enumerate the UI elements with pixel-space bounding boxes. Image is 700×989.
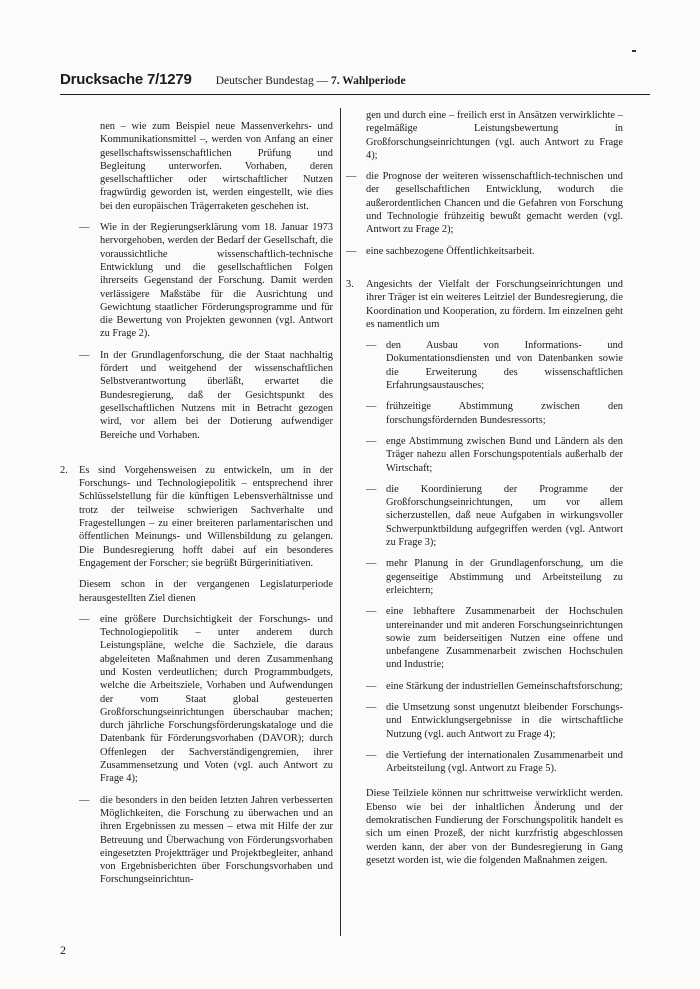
dash-marker: — [366, 483, 377, 495]
item-number: 2. [60, 464, 68, 476]
numbered-item-text: Es sind Vorgehensweisen zu entwickeln, um in der Forschungs- und Technologiepolitik – entsprechend ihrer Schlüsselstellung für die künftigen Lebensverhältnisse und trotz der teilweise schwierigen Sachverhalte und Fragestellungen – zu einer breiteren parlamentarischen und öffentlichen Meinungs- und Willensbildung zu gelangen. Die Bundesregierung hofft dabei auf ein besonderes Engagement der Forscher; sie begrüßt Bürgerinitiativen. [79, 464, 333, 569]
item-intro: Diesem schon in der vergangenen Legislaturperiode herausgestellten Ziel dienen [79, 579, 333, 604]
dash-marker: — [79, 794, 90, 806]
dash-item-bund-laender [366, 435, 623, 475]
dash-marker: — [366, 401, 377, 413]
closing-paragraph: Diese Teilziele können nur schrittweise verwirklicht werden. Ebenso wie bei der inhaltlichen Änderung und der demokratischen Fundierung der Forschungspolitik handelt es sich um einen Prozeß, der nicht kurzfristig abgeschlossen werden kann, der aber von der Bundesregierung in Gang gesetzt worden ist, wie die folgenden Maßnahmen zeigen. [366, 788, 623, 866]
dash-item-text: mehr Planung in der Grundlagenforschung, um die gegenseitige Abstimmung und Arbeitsteilung zu erleichtern; [386, 558, 623, 596]
dash-item-koordinierung [366, 483, 623, 549]
dash-item-text: eine sachbezogene Öffentlichkeitsarbeit. [366, 245, 535, 257]
left-column [60, 120, 333, 895]
document-id: Drucksache 7/1279 [60, 71, 192, 88]
dash-item-text: die Vertiefung der internationalen Zusammenarbeit und Arbeitsteilung (vgl. Antwort zu Frage 5). [386, 749, 623, 775]
dash-item-umsetzung [366, 701, 623, 741]
header-rule [60, 94, 650, 95]
dash-item-oeffentlichkeitsarbeit [346, 245, 623, 258]
dash-item-text: eine größere Durchsichtigkeit der Forschungs- und Technologiepolitik – unter anderem durch Leistungspläne, welche die Sachziele, die daraus abgeleiteten Maßnahmen und deren Zusammenhang und Kosten verdeutlichen; durch Programmbudgets, welche die Arbeitsziele, Vorhaben und Aufwendungen der vom Staat global gesteuerten Großforschungseinrichtungen überschaubar machen; durch jährliche Forschungsförderungskataloge und die Datenbank für Förderungsvorhaben (DAVOR); durch Offenlegen der Sachverständigengremien, ihrer Zusammensetzung und Voten (vgl. auch Antwort zu Frage 4); [100, 613, 333, 785]
dash-item-text: die Prognose der weiteren wissenschaftlich-technischen und der gesellschaftlichen Entwicklung, wodurch die außerordentlichen Chancen und die Gefahren von Forschung und Technologie frühzeitig bewußt gemacht werden (vgl. Antwort zu Frage 2); [366, 171, 623, 236]
dash-item-text: den Ausbau von Informations- und Dokumentationsdiensten und von Datenbanken sowie die Erweiterung des wissenschaftlichen Erfahrungsaustausches; [386, 340, 623, 392]
dash-item-zusammenarbeit [366, 605, 623, 671]
dash-item-vertiefung [366, 749, 623, 776]
coordination-list [346, 339, 623, 775]
paragraph-continuation: nen – wie zum Beispiel neue Massenverkehrs- und Kommunikationsmittel –, werden von Anfang an einer gesellschaftswissenschaftlichen Prüfung und Begleitung unterworfen. Vorhaben, deren gesellschaftlicher oder wirtschaftlicher Nutzen fragwürdig geworden ist, werden eingestellt, wie dies bei den europäischen Trägerraketen geschehen ist. [100, 121, 333, 212]
dash-item-prognose [346, 170, 623, 236]
dash-item-text: die Koordinierung der Programme der Großforschungseinrichtungen, um vor allem sicherzustellen, daß neue Aufgaben in wirkungsvoller Schwerpunktbildung aufgegriffen werden (vgl. Antwort zu Frage 3); [386, 483, 623, 549]
dash-item-text: die besonders in den beiden letzten Jahren verbesserten Möglichkeiten, die Forschung zu überwachen und an ihren Ergebnissen zu messen – etwa mit Hilfe der zur Betreuung und Überwachung von Förderungsvorhaben eingesetzten Projektträger und Projektbegleiter, anhand von Ergebnisberichten über Forschungsvorhaben und Forschungseinrichtun- [100, 794, 333, 886]
dash-item-text: enge Abstimmung zwischen Bund und Ländern als den Träger nahezu allen Forschungspotentials außerhalb der Wirtschaft; [386, 435, 623, 474]
header-parliament: Deutscher Bundestag — [215, 75, 329, 87]
dash-marker: — [366, 606, 377, 618]
page-number: 2 [60, 943, 66, 957]
scan-mark [632, 50, 636, 52]
dash-item-moeglichkeiten [60, 794, 333, 887]
dash-item-durchsichtigkeit [60, 613, 333, 786]
right-column [346, 109, 623, 875]
dash-marker: — [79, 613, 90, 625]
dash-item-text: frühzeitige Abstimmung zwischen den forschungsfördernden Bundesressorts; [386, 401, 623, 426]
dash-item-grundlagenforschung [60, 349, 333, 442]
dash-marker: — [366, 749, 377, 761]
dash-item-staerkung [366, 680, 623, 693]
dash-item-regierungserklaerung [60, 221, 333, 341]
dash-marker: — [346, 245, 357, 257]
dash-item-text: die Umsetzung sonst ungenutzt bleibender Forschungs- und Entwicklungsergebnisse in die wirtschaftliche Nutzung (vgl. auch Antwort zu Frage 4); [386, 701, 623, 740]
dash-item-text: eine lebhaftere Zusammenarbeit der Hochschulen untereinander und mit anderen Forschungseinrichtungen sowie zum beiderseitigen Nutzen eine offene und unbefangene Zusammenarbeit zwischen Hochschulen und Industrie; [386, 606, 623, 671]
dash-marker: — [346, 171, 357, 183]
page-header [60, 71, 650, 93]
numbered-item-2 [60, 464, 333, 570]
dash-item-planung [366, 557, 623, 597]
dash-item-abstimmung-ressorts [366, 400, 623, 427]
header-period: 7. Wahlperiode [331, 75, 406, 87]
dash-item-text: eine Stärkung der industriellen Gemeinschaftsforschung; [386, 680, 623, 692]
dash-marker: — [366, 340, 377, 352]
dash-marker: — [366, 701, 377, 713]
numbered-item-text: Angesichts der Vielfalt der Forschungseinrichtungen und ihrer Träger ist ein weiteres Leitziel der Bundesregierung, die Koordination und Kooperation, zu fördern. Im einzelnen geht es namentlich um [366, 278, 623, 330]
dash-marker: — [366, 680, 377, 692]
dash-marker: — [79, 349, 90, 361]
dash-item-text: In der Grundlagenforschung, die der Staat nachhaltig fördert und weitgehend der wissenschaftlichen Selbstverantwortung überläßt, erwartet die Bundesregierung, daß der Gesichtspunkt des gesellschaftlichen Nutzens mit in Betracht gezogen wird, vor allem bei der Dotierung aufwendiger Bereiche und Vorhaben. [100, 349, 333, 441]
dash-item-ausbau [366, 339, 623, 392]
numbered-item-3 [346, 278, 623, 331]
paragraph-continuation: gen und durch eine – freilich erst in Ansätzen verwirklichte – regelmäßige Leistungsbewertung in Großforschungseinrichtungen (vgl. auch Antwort zu Frage 4); [366, 110, 623, 161]
dash-item-text: Wie in der Regierungserklärung vom 18. Januar 1973 hervorgehoben, werden der Bedarf der Gesellschaft, die voraussichtliche wissenschaftlich-technische Entwicklung und die gesellschaftlichen Folgen ihrerseits Gegenstand der Forschung. Damit werden verlässigere Maßstäbe für die Ausrichtung und Gewichtung staatlicher Förderungsprogramme und für die Bewertung von Projekten gewonnen (vgl. Antwort zu Frage 2). [100, 222, 333, 340]
dash-marker: — [79, 222, 90, 234]
column-divider [340, 108, 341, 936]
header-subtitle [216, 75, 406, 87]
dash-marker: — [366, 435, 377, 447]
item-number: 3. [346, 278, 354, 290]
dash-marker: — [366, 558, 377, 570]
